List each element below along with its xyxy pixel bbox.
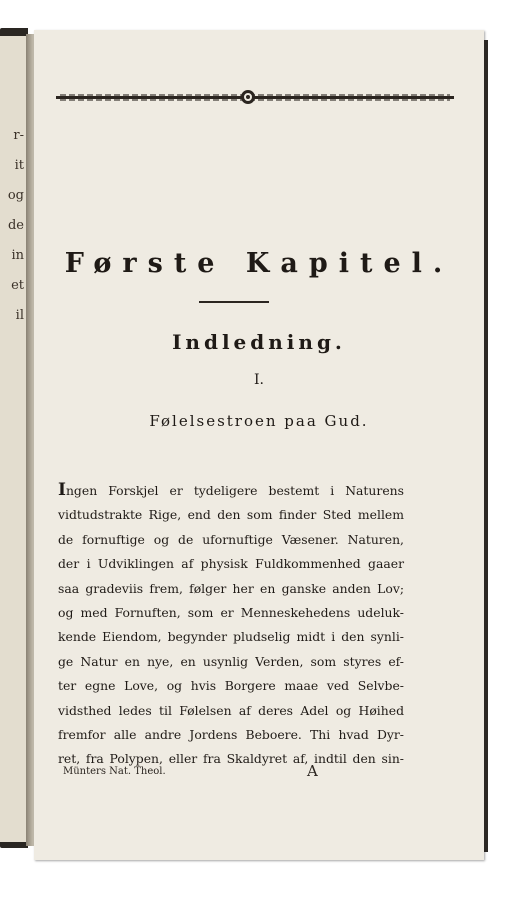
- body-line: fremfor alle andre Jordens Beboere. Thi hvad Dyr-: [58, 727, 404, 743]
- body-line: de fornuftige og de ufornuftige Væsener. Naturen,: [58, 531, 404, 547]
- left-fragment: il: [15, 308, 24, 323]
- body-line: ter egne Love, og hvis Borgere maae ved Selvbe-: [58, 678, 404, 694]
- left-page-edge: [0, 36, 27, 842]
- subheading: Følelsestroen paa Gud.: [149, 412, 369, 430]
- body-line: saa gradeviis frem, følger her en ganske anden Lov;: [58, 580, 404, 596]
- left-fragment: it: [14, 158, 24, 173]
- chapter-heading: Første Kapitel.: [64, 248, 454, 279]
- left-fragment: et: [11, 278, 24, 293]
- body-line: der i Udviklingen af physisk Fuldkommenhed gaaer: [58, 556, 404, 572]
- rule-ornament-icon: [241, 90, 255, 104]
- body-line-text: ngen Forskjel er tydeligere bestemt i Naturens: [65, 483, 404, 498]
- body-line: vidtudstrakte Rige, end den som finder Sted mellem: [58, 507, 404, 523]
- body-line: ret, fra Polypen, eller fra Skaldyret af, indtil den sin-: [58, 751, 404, 767]
- body-line: og med Fornuften, som er Menneskehedens udeluk-: [58, 605, 404, 621]
- left-fragment: r-: [13, 128, 24, 143]
- chapter-divider: [199, 301, 269, 303]
- body-line: kende Eiendom, begynder pludselig midt i den synli-: [58, 629, 404, 645]
- section-title: Indledning.: [172, 330, 346, 354]
- left-fragment: de: [7, 218, 24, 233]
- left-fragment: in: [11, 248, 24, 263]
- signature-mark: A: [307, 762, 318, 780]
- page-edge: [484, 40, 488, 852]
- section-numeral: I.: [254, 372, 264, 388]
- body-paragraph: [58, 478, 404, 772]
- body-line: ge Natur en nye, en usynlig Verden, som styres ef-: [58, 653, 404, 669]
- body-line: [58, 478, 404, 503]
- body-line: vidsthed ledes til Følelsen af deres Adel og Høihed: [58, 702, 404, 718]
- drop-cap: I: [58, 480, 66, 500]
- left-fragment: og: [7, 188, 24, 203]
- decorative-rule: [56, 96, 454, 99]
- footer-signature: Münters Nat. Theol.: [63, 766, 166, 777]
